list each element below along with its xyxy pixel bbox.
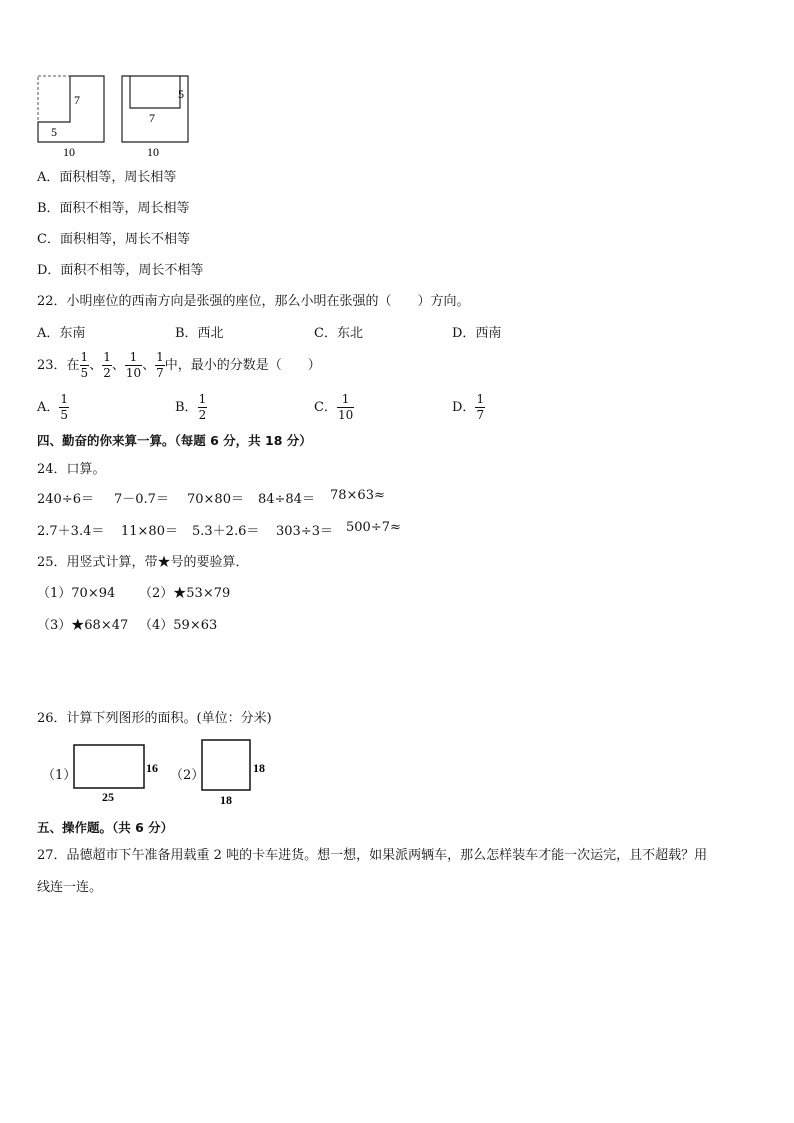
q23-fraction-4: $\frac{1}{7}$ [156,350,164,380]
q21-option-d[interactable]: D．面积不相等，周长不相等 [37,263,204,278]
q23-fraction-2: $\frac{1}{2}$ [103,350,111,380]
q24-row1-item5: 78×63≈ [330,488,385,503]
section-4-title: 四、勤奋的你来算一算。（每题 6 分，共 18 分） [37,433,312,448]
right-figure-outline [122,76,188,142]
q23-fraction-1: $\frac{1}{5}$ [80,350,89,380]
q27-text-line1: 27．品德超市下午准备用载重 2 吨的卡车进货。想一想，如果派两辆车，那么怎样装车才能一次运完，且不超载？用 [37,848,708,863]
q24-row1-item4: 84÷84＝ [258,492,315,507]
q25-item-1: （1）70×94 [37,586,116,601]
left-figure-shape [38,76,104,142]
q27-text-line2: 线连一连。 [37,880,103,895]
q22-stem: 22．小明座位的西南方向是张强的座位，那么小明在张强的（ ）方向。 [37,294,470,309]
right-figure-notch [130,76,180,108]
q24-row1-item3: 70×80＝ [187,492,244,507]
q26-rectangle-figure [70,741,170,805]
q24-row2-item2: 11×80＝ [121,524,178,539]
section-5-title: 五、操作题。（共 6 分） [37,820,174,835]
q24-title: 24．口算。 [37,462,106,477]
left-label-10: 10 [63,145,75,159]
q26-title: 26．计算下列图形的面积。(单位：分米) [37,711,272,726]
q25-item-2: （2）★53×79 [139,586,231,601]
left-label-7: 7 [74,93,80,107]
square-shape [202,740,250,790]
q21-option-a[interactable]: A．面积相等，周长相等 [37,170,177,185]
right-label-5: 5 [178,87,184,101]
q26-fig1-label: （1） [42,768,77,783]
q24-row1-item1: 240÷6＝ [37,492,94,507]
q22-option-c[interactable]: C．东北 [314,326,363,341]
left-figure-dashed-outline [38,76,104,142]
q23-option-c[interactable]: C． $\frac{1}{10}$ [314,392,354,422]
q24-row1-item2: 7－0.7＝ [114,492,169,507]
q24-row2-item3: 5.3＋2.6＝ [192,524,260,539]
q22-option-b[interactable]: B．西北 [175,326,224,341]
square-width-label: 18 [220,793,232,807]
right-label-10: 10 [147,145,159,159]
q21-option-b[interactable]: B．面积不相等，周长相等 [37,201,190,216]
left-label-5: 5 [51,125,57,139]
q21-option-c[interactable]: C．面积相等，周长不相等 [37,232,190,247]
q22-option-d[interactable]: D．西南 [452,326,502,341]
q23-option-d[interactable]: D． $\frac{1}{7}$ [452,392,485,422]
q23-stem [37,348,321,384]
q23-fraction-3: $\frac{1}{10}$ [125,350,142,380]
q23-suffix: 中，最小的分数是（ ） [164,358,321,373]
right-label-7: 7 [149,111,155,125]
q24-row2-item4: 303÷3＝ [276,524,333,539]
q25-item-3: （3）★68×47 [37,618,129,633]
q26-fig2-label: （2） [170,768,205,783]
q23-option-b[interactable]: B． $\frac{1}{2}$ [175,392,207,422]
q24-row2-item5: 500÷7≈ [346,520,401,535]
q25-title: 25．用竖式计算，带★号的要验算． [37,555,249,570]
q23-sep: 、 [111,358,125,373]
rectangle-width-label: 25 [102,790,114,804]
q22-option-a[interactable]: A．东南 [37,326,86,341]
q21-figure [30,70,200,160]
q25-item-4: （4）59×63 [139,618,218,633]
q23-sep: 、 [142,358,156,373]
square-height-label: 18 [253,761,265,775]
q26-square-figure [198,736,278,808]
q24-row2-item1: 2.7＋3.4＝ [37,524,105,539]
q23-sep: 、 [89,358,103,373]
rectangle-shape [74,745,144,788]
q23-prefix: 23．在 [37,358,80,373]
rectangle-height-label: 16 [146,761,158,775]
q23-option-a[interactable]: A． $\frac{1}{5}$ [37,392,69,422]
